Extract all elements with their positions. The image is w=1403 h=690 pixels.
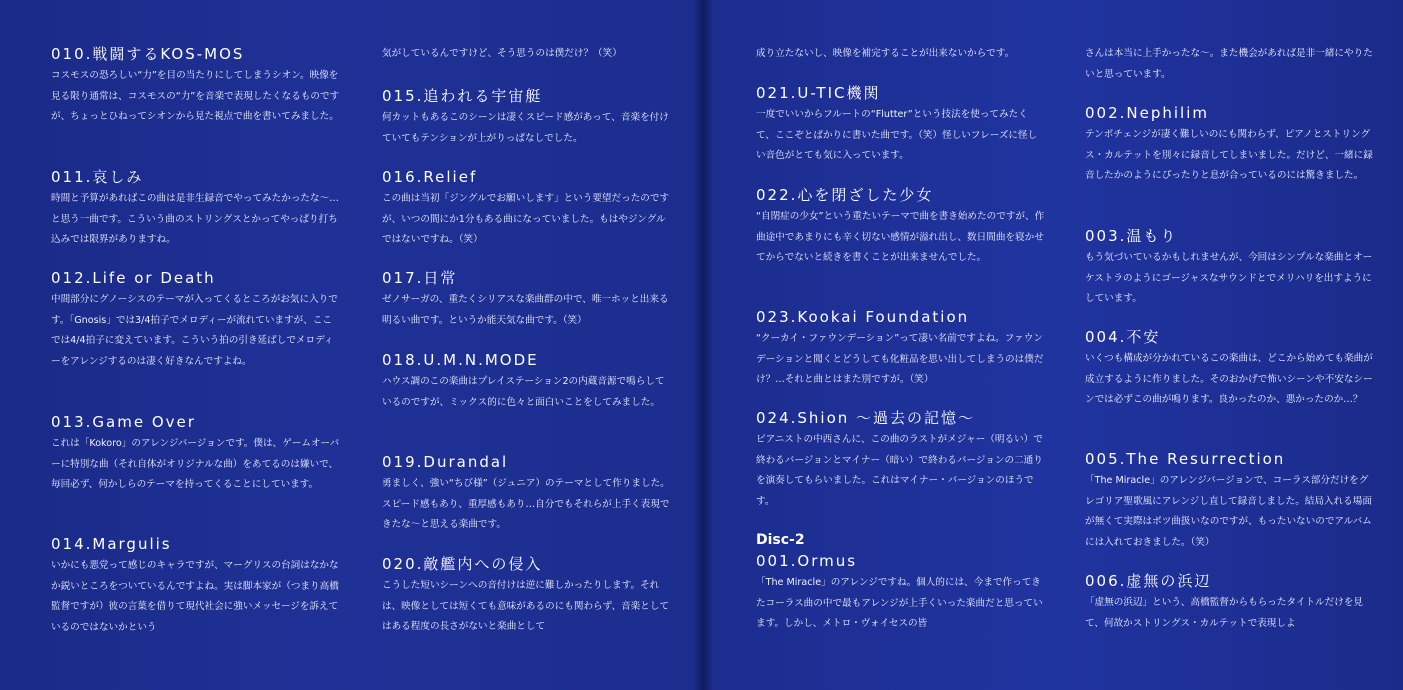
page-gutter bbox=[694, 0, 712, 690]
track-022 bbox=[756, 185, 1046, 269]
track-title: 019.Durandal bbox=[382, 453, 509, 471]
track-text: 中間部分にグノーシスのテーマが入ってくるところがお気に入りです。「Gnosis」では3/4拍子でメロディーが流れていますが、ここでは4/4拍子に変えています。こういう拍の引き延ばしでメロディーをアレンジするのは凄く好きなんですよね。 bbox=[51, 294, 338, 367]
track-024 bbox=[756, 408, 1046, 512]
track-text: “クーカイ・ファウンデーション”って凄い名前ですよね。ファウンデーションと聞くとどうしても化粧品を思い出してしまうのは僕だけ？…それと曲とはまた別ですが。（笑） bbox=[756, 333, 1044, 386]
track-title: 010.戦闘するKOS-MOS bbox=[51, 45, 245, 63]
track-023 bbox=[756, 307, 1046, 391]
track-018 bbox=[382, 350, 672, 413]
track-012 bbox=[51, 268, 341, 372]
track-020 bbox=[382, 554, 672, 638]
track-title: 012.Life or Death bbox=[51, 269, 216, 287]
track-text: “自閉症の少女”という重たいテーマで曲を書き始めたのですが、作曲途中であまりにも辛く切ない感情が溢れ出し、数日間曲を寝かせてからでないと続きを書くことが出来ませんでした。 bbox=[756, 211, 1045, 264]
track-d2-001 bbox=[756, 551, 1046, 635]
track-015 bbox=[382, 86, 672, 149]
track-d2-003 bbox=[1085, 226, 1375, 310]
track-019 bbox=[382, 452, 672, 536]
track-title: 020.敵艦内への侵入 bbox=[382, 555, 543, 573]
track-title: 005.The Resurrection bbox=[1085, 450, 1286, 468]
track-title: 002.Nephilim bbox=[1085, 104, 1209, 122]
track-title: 023.Kookai Foundation bbox=[756, 308, 970, 326]
track-text: 一度でいいからフルートの“Flutter”という技法を使ってみたくて、ここぞとばかりに書いた曲です。（笑）怪しいフレーズに怪しい音色がとても気に入っています。 bbox=[756, 109, 1038, 162]
track-text: この曲は当初「ジングルでお願いします」という要望だったのですが、いつの間にか1分もある曲になっていました。もはやジングルではないですね。（笑） bbox=[382, 193, 670, 246]
track-text: これは「Kokoro」のアレンジバージョンです。僕は、ゲームオーバーに特別な曲（それ自体がオリジナルな曲）をあてるのは嫌いで、毎回必ず、何かしらのテーマを持ってくることにしています。 bbox=[51, 438, 340, 491]
track-title: 004.不安 bbox=[1085, 328, 1161, 346]
track-title: 017.日常 bbox=[382, 269, 458, 287]
track-title: 014.Margulis bbox=[51, 535, 172, 553]
track-text: テンポチェンジが凄く難しいのにも関わらず、ピアノとストリングス・カルテットを別々に録音してしまいました。だけど、一緒に録音したかのようにぴったりと息が合っているのには驚きました。 bbox=[1085, 129, 1373, 182]
track-title: 024.Shion 〜過去の記憶〜 bbox=[756, 409, 976, 427]
track-d2-006 bbox=[1085, 571, 1375, 634]
track-text: 勇ましく、強い“ちび様”（ジュニア）のテーマとして作りました。スピード感もあり、重厚感もあり…自分でもそれらが上手く表現できたな〜と思える楽曲です。 bbox=[382, 478, 670, 531]
track-text: いかにも悪党って感じのキャラですが、マーグリスの台詞はなかなか鋭いところをついているんですよね。実は脚本家が（つまり高橋監督ですが）彼の言葉を借りて現代社会に強いメッセージを訴えているのではないかという bbox=[51, 560, 339, 633]
track-text: さんは本当に上手かったな〜。また機会があれば是非一緒にやりたいと思っています。 bbox=[1085, 48, 1373, 80]
track-title: 015.追われる宇宙艇 bbox=[382, 87, 543, 105]
track-title: 003.温もり bbox=[1085, 227, 1178, 245]
track-text: コスモスの恐ろしい“力”を目の当たりにしてしまうシオン。映像を見る限り通常は、コスモスの“力”を音楽で表現したくなるものですが、ちょっとひねってシオンから見た視点で曲を書いてみました。 bbox=[51, 70, 340, 123]
track-text: 気がしているんですけど、そう思うのは僕だけ？（笑） bbox=[382, 48, 622, 59]
track-d2-002 bbox=[1085, 103, 1375, 187]
track-title: 021.U-TIC機関 bbox=[756, 84, 881, 102]
track-016 bbox=[382, 167, 672, 251]
track-text: こうした短いシーンへの音付けは逆に難しかったりします。それは、映像としては短くても意味があるのにも関わらず、音楽としてはある程度の長さがないと楽曲として bbox=[382, 580, 670, 633]
track-title: 013.Game Over bbox=[51, 413, 196, 431]
track-text: もう気づいているかもしれませんが、今回はシンプルな楽曲とオーケストラのようにゴージャスなサウンドとでメリハリを出すようにしています。 bbox=[1085, 252, 1373, 305]
track-title: 018.U.M.N.MODE bbox=[382, 351, 539, 369]
track-title: 001.Ormus bbox=[756, 552, 858, 570]
track-title: 022.心を閉ざした少女 bbox=[756, 186, 934, 204]
track-text: ゼノサーガの、重たくシリアスな楽曲群の中で、唯一ホッと出来る明るい曲です。というか能天気な曲です。（笑） bbox=[382, 294, 669, 326]
track-013 bbox=[51, 412, 341, 496]
track-d2-005 bbox=[1085, 449, 1375, 553]
track-011 bbox=[51, 167, 341, 251]
track-text: 成り立たないし、映像を補完することが出来ないからです。 bbox=[756, 48, 1015, 59]
continued-text bbox=[756, 44, 1046, 65]
track-title: 016.Relief bbox=[382, 168, 478, 186]
continued-text bbox=[1085, 44, 1375, 85]
track-014 bbox=[51, 534, 341, 638]
track-text: 「The Miracle」のアレンジですね。個人的には、今まで作ってきたコーラス曲の中で最もアレンジが上手くいった楽曲だと思っています。しかし、メトロ・ヴォイセスの皆 bbox=[756, 577, 1043, 630]
track-text: 時間と予算があればこの曲は是非生録音でやってみたかったな〜…と思う一曲です。こういう曲のストリングスとかってやっぱり打ち込みでは限界がありますね。 bbox=[51, 193, 339, 246]
disc-label: Disc-2 bbox=[756, 532, 805, 548]
track-021 bbox=[756, 83, 1046, 167]
track-title: 011.哀しみ bbox=[51, 168, 144, 186]
track-d2-004 bbox=[1085, 327, 1375, 411]
track-text: ピアニストの中西さんに、この曲のラストがメジャー（明るい）で終わるバージョンとマイナー（暗い）で終わるバージョンの二通りを演奏してもらいました。これはマイナー・バージョンのほうです。 bbox=[756, 434, 1043, 507]
track-text: 「The Miracle」のアレンジバージョンで、コーラス部分だけをグレゴリア聖歌風にアレンジし直して録音しました。結局入れる場面が無くて実際はボツ曲扱いなのですが、もったいないのでアルバムには入れておきました。（笑） bbox=[1085, 475, 1372, 548]
track-017 bbox=[382, 268, 672, 331]
track-text: いくつも構成が分かれているこの楽曲は、どこから始めても楽曲が成立するように作りました。そのおかげで怖いシーンや不安なシーンでは必ずこの曲が鳴ります。良かったのか、悪かったのか…？ bbox=[1085, 353, 1373, 406]
track-text: 「虚無の浜辺」という、高橋監督からもらったタイトルだけを見て、何故かストリングス・カルテットで表現しよ bbox=[1085, 597, 1364, 629]
track-title: 006.虚無の浜辺 bbox=[1085, 572, 1212, 590]
track-010 bbox=[51, 44, 341, 128]
track-text: ハウス調のこの楽曲はプレイステーション2の内蔵音源で鳴らしているのですが、ミックス的に色々と面白いことをしてみました。 bbox=[382, 376, 665, 408]
continued-text bbox=[382, 44, 672, 65]
track-text: 何カットもあるこのシーンは凄くスピード感があって、音楽を付けていてもテンションが上がりっぱなしでした。 bbox=[382, 112, 669, 144]
